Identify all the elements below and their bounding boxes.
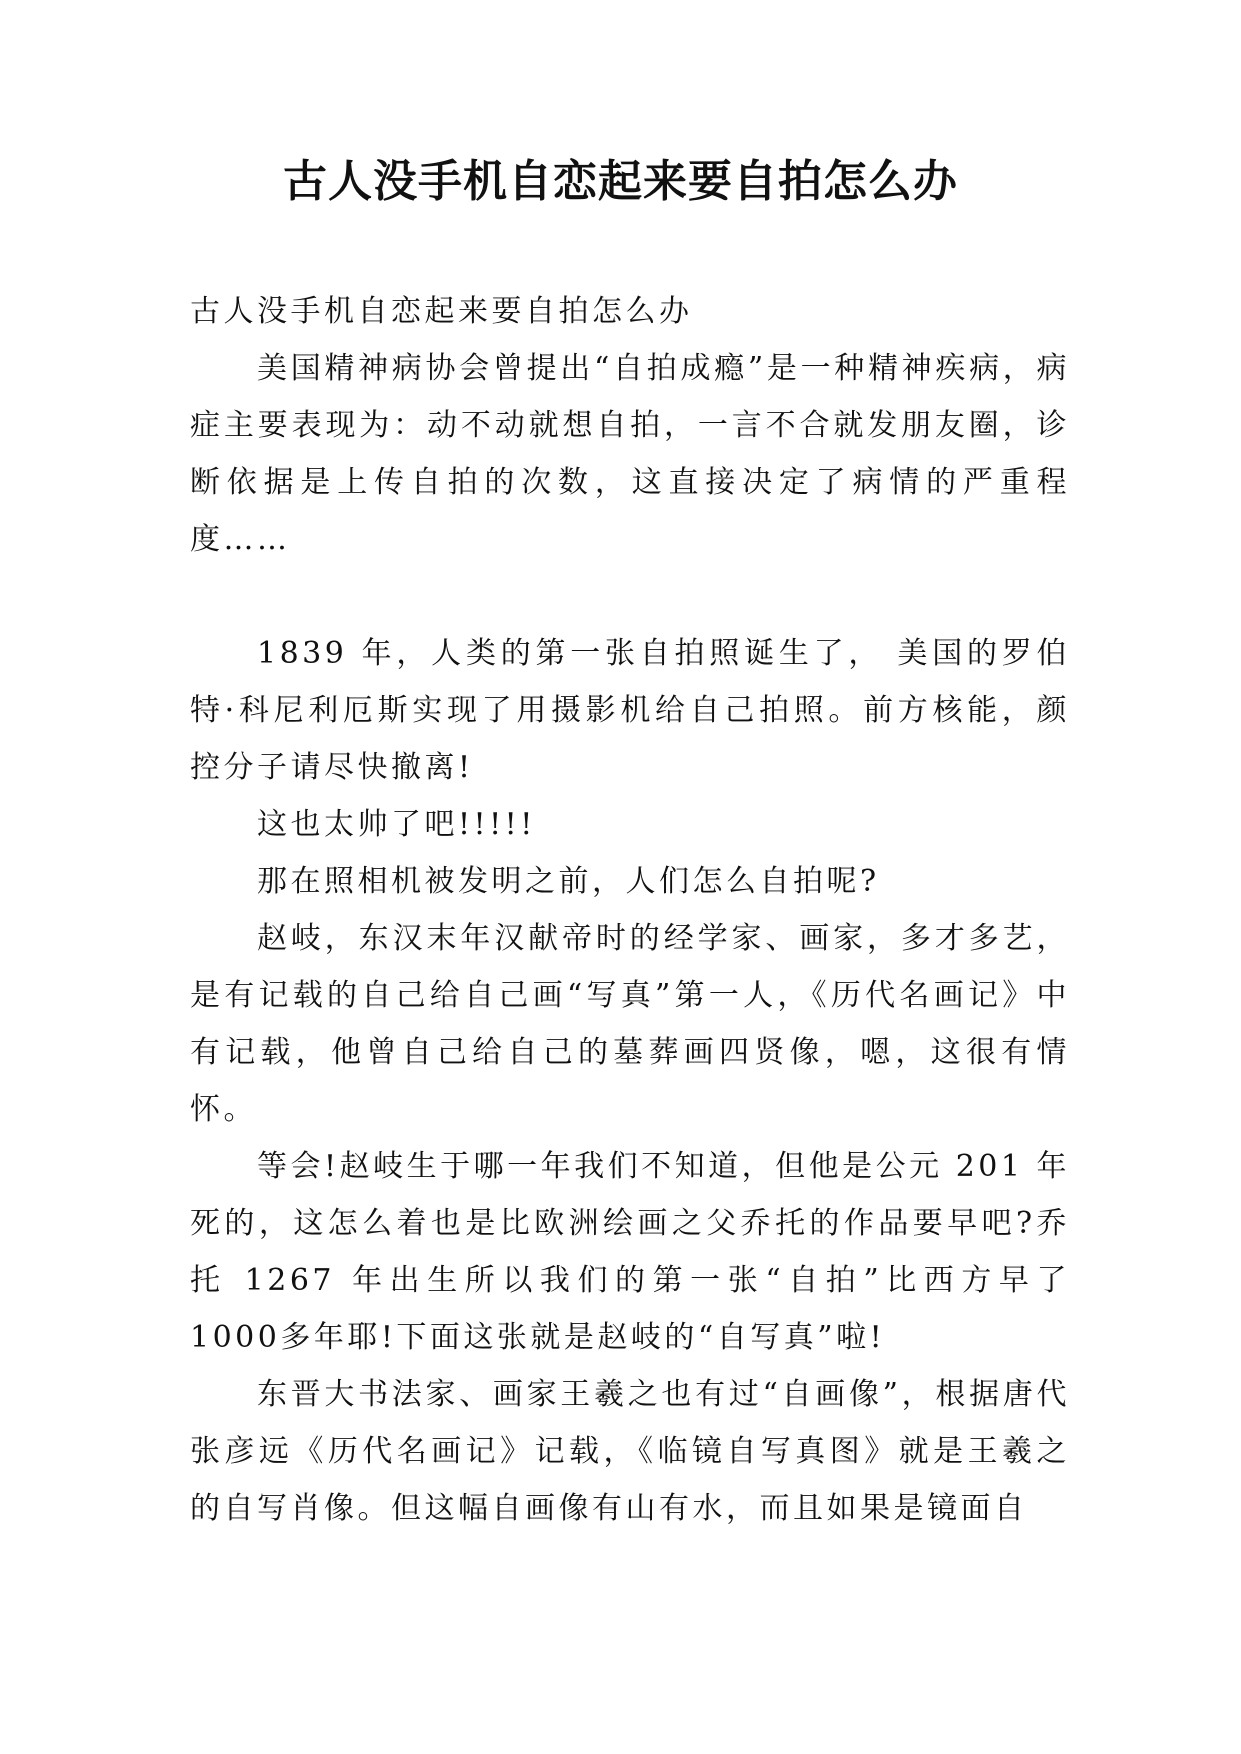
document-body (190, 283, 1070, 1537)
first-selfie-paragraph: 1839 年，人类的第一张自拍照诞生了， 美国的罗伯特·科尼利厄斯实现了用摄影机给自己拍照。前方核能，颜控分子请尽快撤离! (190, 636, 1070, 785)
subtitle-paragraph: 古人没手机自恋起来要自拍怎么办 (190, 294, 693, 329)
zhao-qi-paragraph: 赵岐，东汉末年汉献帝时的经学家、画家，多才多艺，是有记载的自己给自己画“写真”第一人，《历代名画记》中有记载，他曾自己给自己的墓葬画四贤像，嗯，这很有情怀。 (190, 921, 1070, 1127)
question-paragraph: 那在照相机被发明之前，人们怎么自拍呢? (257, 864, 880, 899)
intro-paragraph: 美国精神病协会曾提出“自拍成瘾”是一种精神疾病，病症主要表现为：动不动就想自拍，一言不合就发朋友圈，诊断依据是上传自拍的次数，这直接决定了病情的严重程度…… (190, 351, 1070, 557)
wang-xizhi-paragraph: 东晋大书法家、画家王羲之也有过“自画像”，根据唐代张彦远《历代名画记》记载，《临镜自写真图》就是王羲之的自写肖像。但这幅自画像有山有水，而且如果是镜面自 (190, 1377, 1070, 1526)
comparison-paragraph: 等会!赵岐生于哪一年我们不知道，但他是公元 201 年死的，这怎么着也是比欧洲绘画之父乔托的作品要早吧?乔托 1267 年出生所以我们的第一张“自拍”比西方早了 1000多年耶!下面这张就是赵岐的“自写真”啦! (190, 1149, 1070, 1355)
exclamation-paragraph: 这也太帅了吧!!!!! (257, 807, 536, 842)
paragraph-spacer (190, 568, 1070, 625)
document-title: 古人没手机自恋起来要自拍怎么办 (283, 156, 958, 207)
